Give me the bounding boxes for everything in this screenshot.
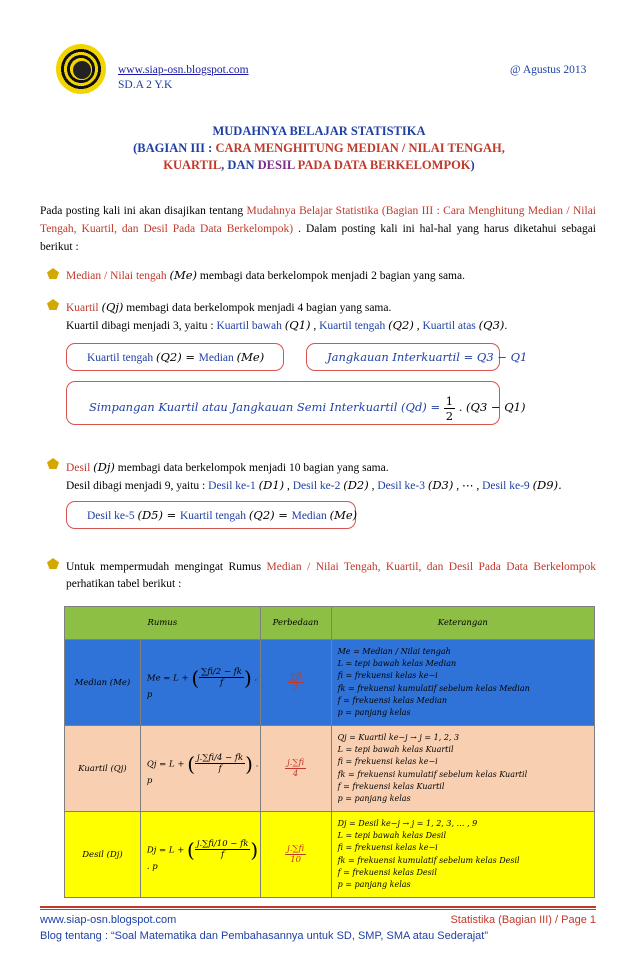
formula-tail: . p: [146, 673, 258, 700]
kuartil-q2-symbol: (Q2): [388, 318, 414, 332]
subtitle-part: DESIL: [257, 158, 298, 172]
box-text: Median: [291, 510, 330, 522]
desil-d2: Desil ke-2: [292, 480, 341, 492]
paren: ): [250, 837, 259, 862]
kuartil-q3-symbol: (Q3): [478, 318, 505, 332]
subtitle-part: CARA MENGHITUNG MEDIAN / NILAI TENGAH,: [215, 141, 505, 155]
intro-text: Pada posting kali ini akan disajikan tentang: [40, 205, 247, 217]
page-title: MUDAHNYA BELAJAR STATISTIKA: [212, 124, 426, 138]
ket-line: fk = frekuensi kumulatif sebelum kelas Median: [337, 683, 530, 693]
formula-table: [64, 606, 595, 898]
bullet-icon: [46, 297, 60, 311]
desil-text: membagi data berkelompok menjadi 10 bagian yang sama.: [114, 462, 389, 474]
simpangan-text: Simpangan Kuartil atau Jangkauan Semi Interkuartil (Qd) =: [89, 400, 444, 415]
formula-lhs: Dj = L +: [146, 845, 185, 855]
kuartil-types-text: Kuartil dibagi menjadi 3, yaitu :: [66, 320, 217, 332]
kuartil-q2: Kuartil tengah: [319, 320, 386, 332]
ket-line: fk = frekuensi kumulatif sebelum kelas Kuartil: [337, 769, 528, 779]
row-keterangan: [331, 640, 594, 726]
intro-text: . Dalam posting kali ini hal-hal yang harus diketahui sebagai berikut :: [40, 223, 596, 253]
ket-line: p = panjang kelas: [337, 879, 411, 889]
desil-label: Desil: [66, 462, 94, 474]
footer-site-link[interactable]: www.siap-osn.blogspot.com: [40, 914, 177, 926]
subtitle-part: PADA DATA BERKELOMPOK: [297, 158, 471, 172]
header-rumus: Rumus: [65, 607, 261, 640]
header-perbedaan: Perbedaan: [260, 607, 331, 640]
kuartil-symbol: (Qj): [101, 300, 124, 314]
table-row-desil: [65, 812, 595, 898]
simpangan-formula: [89, 394, 525, 423]
subtitle-part: (BAGIAN III :: [133, 141, 216, 155]
desil-d9: Desil ke-9: [482, 480, 530, 492]
ket-line: f = frekuensi kelas Desil: [337, 867, 437, 877]
median-label: Median / Nilai tengah: [66, 270, 170, 282]
formula-tail: . p: [146, 861, 158, 872]
desil-d3-symbol: (D3): [427, 478, 454, 492]
formula-lhs: Me = L +: [146, 673, 189, 683]
table-intro-text: perhatikan tabel berikut :: [66, 578, 182, 590]
paren: (: [187, 837, 195, 862]
subtitle-part: ): [470, 158, 475, 172]
fraction-numerator: j.∑fi/10 − fk: [196, 839, 249, 849]
desil-types-text: Desil dibagi menjadi 9, yaitu :: [66, 480, 209, 492]
paren: ): [243, 665, 252, 690]
header-level: SD.A 2 Y.K: [118, 79, 173, 91]
ket-line: f = frekuensi kelas Median: [337, 695, 448, 705]
simpangan-tail: . (Q3 − Q1): [455, 400, 526, 415]
box-math: (Q2) =: [248, 508, 292, 522]
ket-line: Qj = Kuartil ke−j → j = 1, 2, 3: [337, 732, 460, 742]
median-definition: [66, 268, 465, 282]
desil-definition: [66, 460, 389, 474]
fraction-denominator: 10: [290, 855, 302, 865]
ket-line: L = tepi bawah kelas Median: [337, 659, 457, 669]
subtitle-part: KUARTIL: [163, 158, 222, 172]
formula-box-desil: [66, 501, 356, 529]
box-content: [87, 350, 264, 364]
formula-lhs: Qj = L +: [146, 759, 185, 769]
ket-line: p = panjang kelas: [337, 793, 411, 803]
table-intro-highlight: Median / Nilai Tengah, Kuartil, dan Desil Pada Data Berkelompok: [266, 561, 596, 573]
logo-center: [72, 60, 92, 80]
footer-divider: [40, 906, 596, 908]
ket-line: L = tepi bawah kelas Kuartil: [337, 745, 454, 755]
ket-line: Me = Median / Nilai tengah: [337, 646, 451, 656]
box-text: Kuartil tengah: [179, 510, 249, 522]
footer-blog: Blog tentang : “Soal Matematika dan Pembahasannya untuk SD, SMP, SMA atau Sederajat”: [40, 930, 489, 942]
simpangan-fraction: [444, 394, 455, 423]
row-keterangan: [331, 726, 594, 812]
fraction-denominator: 2: [445, 409, 454, 423]
ket-line: L = tepi bawah kelas Desil: [337, 831, 446, 841]
fraction-numerator: j.∑fi/4 − fk: [197, 753, 244, 763]
row-name: Desil (Dj): [65, 812, 141, 898]
formula-fraction: [195, 839, 251, 860]
box-text: Median: [198, 352, 237, 364]
box-math: (Me): [329, 508, 358, 522]
difference-fraction: [285, 758, 306, 779]
ket-line: f = frekuensi kelas Kuartil: [337, 781, 445, 791]
median-symbol: (Me): [169, 268, 198, 282]
footer-divider: [40, 909, 596, 910]
intro-paragraph: [40, 202, 596, 256]
median-text: membagi data berkelompok menjadi 2 bagian yang sama.: [197, 270, 465, 282]
paren: (: [191, 665, 200, 690]
paren: ): [245, 751, 253, 776]
header-site-link[interactable]: www.siap-osn.blogspot.com: [118, 64, 249, 76]
kuartil-label: Kuartil: [66, 302, 102, 314]
kuartil-q1: Kuartil bawah: [216, 320, 282, 332]
fraction-denominator: f: [218, 764, 222, 774]
box-content: [87, 508, 357, 522]
fraction-numerator: ∑fi/2 − fk: [201, 667, 242, 677]
kuartil-types: Kuartil dibagi menjadi 3, yaitu : Kuartil bawah (Q1) , Kuartil tengah (Q2) , Kuartil atas (Q3).: [66, 318, 508, 332]
box-text: Desil ke-5: [87, 510, 138, 522]
desil-d2-symbol: (D2): [343, 478, 369, 492]
kuartil-q3: Kuartil atas: [422, 320, 476, 332]
intro-highlight: Mudahnya Belajar Statistika (Bagian III : Cara Menghitung Median / Nilai Tengah, Kuartil, dan Desil Pada Data Berkelompok): [40, 205, 596, 235]
header-keterangan: Keterangan: [331, 607, 594, 640]
row-name: Median (Me): [65, 640, 141, 726]
kuartil-definition: [66, 300, 391, 314]
box-math: (D5) =: [137, 508, 180, 522]
formula-fraction: [195, 753, 245, 774]
ket-line: fi = frekuensi kelas ke−i: [337, 843, 438, 853]
kuartil-q1-symbol: (Q1): [284, 318, 311, 332]
desil-d1-symbol: (D1): [258, 478, 285, 492]
bullet-icon: [46, 556, 60, 570]
box-math: (Me): [236, 350, 265, 364]
fraction-denominator: 4: [292, 769, 299, 779]
subtitle-line-2: [0, 158, 638, 173]
fraction-numerator: ∑fi: [289, 672, 302, 682]
row-formula: [140, 640, 260, 726]
fraction-denominator: 2: [292, 683, 299, 693]
desil-d3: Desil ke-3: [377, 480, 425, 492]
formula-box-jangkauan: [306, 343, 528, 371]
box-math: (Q2) =: [155, 350, 199, 364]
bullet-icon: [46, 456, 60, 470]
table-intro-text: Untuk mempermudah mengingat Rumus: [66, 561, 267, 573]
subtitle-line-1: [0, 141, 638, 156]
table-header-row: [65, 607, 595, 640]
desil-d9-symbol: (D9).: [532, 478, 562, 492]
row-difference: [260, 640, 331, 726]
table-intro: [66, 559, 596, 593]
ket-line: p = panjang kelas: [337, 707, 411, 717]
row-difference: [260, 812, 331, 898]
formula-box-simpangan: [66, 381, 526, 425]
header-date: @ Agustus 2013: [510, 64, 587, 76]
row-difference: [260, 726, 331, 812]
desil-dots: ⋯: [461, 480, 474, 492]
ket-line: fk = frekuensi kumulatif sebelum kelas Desil: [337, 855, 520, 865]
difference-fraction: [285, 844, 306, 865]
ket-line: Dj = Desil ke−j → j = 1, 2, 3, … , 9: [337, 818, 478, 828]
formula-tail: . p: [146, 759, 259, 786]
paren: (: [187, 751, 195, 776]
table-row-kuartil: [65, 726, 595, 812]
box-text: Kuartil tengah: [87, 352, 156, 364]
subtitle-part: , DAN: [221, 158, 258, 172]
fraction-denominator: f: [221, 850, 225, 860]
formula-box-kuartil-tengah: [66, 343, 284, 371]
desil-symbol: (Dj): [93, 460, 115, 474]
ket-line: fi = frekuensi kelas ke−i: [337, 757, 438, 767]
fraction-numerator: j.∑fi: [287, 758, 305, 768]
desil-d1: Desil ke-1: [208, 480, 256, 492]
bullet-icon: [46, 266, 60, 280]
jangkauan-formula: Jangkauan Interkuartil = Q3 − Q1: [327, 350, 528, 364]
fraction-numerator: 1: [445, 394, 454, 408]
table-row-median: [65, 640, 595, 726]
ket-line: fi = frekuensi kelas ke−i: [337, 671, 438, 681]
difference-fraction: [288, 672, 304, 693]
row-formula: [140, 812, 260, 898]
desil-types: Desil dibagi menjadi 9, yaitu : Desil ke-1 (D1) , Desil ke-2 (D2) , Desil ke-3 (D3) , ⋯ , Desil ke-9 (D9).: [66, 478, 562, 492]
footer-page: Statistika (Bagian III) / Page 1: [450, 914, 596, 926]
fraction-denominator: f: [219, 678, 224, 688]
row-keterangan: [331, 812, 594, 898]
row-name: Kuartil (Qj): [65, 726, 141, 812]
kuartil-text: membagi data berkelompok menjadi 4 bagian yang sama.: [123, 302, 392, 314]
formula-fraction: [199, 667, 244, 688]
fraction-numerator: j.∑fi: [287, 844, 305, 854]
row-formula: [140, 726, 260, 812]
